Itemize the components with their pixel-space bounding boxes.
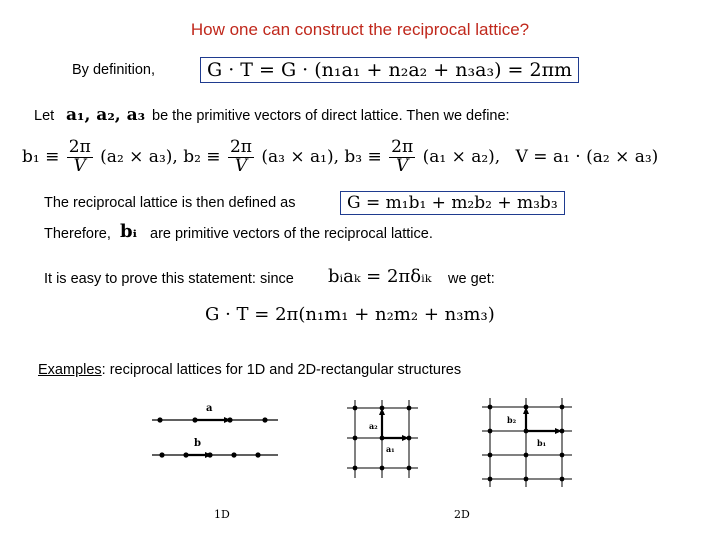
let-prefix: Let — [34, 108, 55, 124]
b2-fraction — [228, 139, 254, 176]
b3-lhs: b₃ ≡ — [344, 146, 382, 167]
therefore-prefix: Therefore, — [44, 226, 111, 242]
examples-label: Examples — [38, 362, 102, 378]
caption-1d: 1D — [214, 508, 230, 521]
b3-fraction — [389, 139, 415, 176]
proof-formula: bᵢaₖ = 2πδᵢₖ — [328, 266, 432, 287]
therefore-symbol: bᵢ — [120, 221, 137, 242]
b2-rhs: (a₃ × a₁), — [261, 146, 339, 167]
proof-suffix: we get: — [448, 271, 495, 287]
examples-text: : reciprocal lattices for 1D and 2D-rectangular structures — [101, 362, 462, 378]
one-d-direct-lattice — [152, 403, 278, 423]
reciprocal-lattice-text: The reciprocal lattice is then defined as — [44, 195, 296, 211]
direct-vectors: a₁, a₂, a₃ — [66, 105, 146, 125]
caption-2d: 2D — [454, 508, 470, 521]
definition-formula: G · T = G · (n₁a₁ + n₂a₂ + n₃a₃) = 2πm — [200, 57, 579, 83]
b1-lhs: b₁ ≡ — [22, 146, 60, 167]
reciprocal-lattice-formula: G = m₁b₁ + m₂b₂ + m₃b₃ — [340, 191, 565, 215]
label-b1: b₁ — [537, 438, 547, 448]
b1-denominator: V — [73, 155, 86, 176]
b2-denominator: V — [234, 155, 248, 176]
b1-fraction — [67, 139, 93, 176]
label-a2: a₂ — [369, 421, 378, 431]
slide-title: How one can construct the reciprocal lattice? — [190, 20, 530, 39]
b3-numerator: 2π — [391, 137, 414, 157]
let-suffix: be the primitive vectors of direct lattice. Then we define: — [152, 108, 510, 124]
proof-prefix: It is easy to prove this statement: since — [44, 271, 294, 287]
examples-line — [38, 362, 461, 378]
b1-numerator: 2π — [68, 137, 91, 157]
proof-result: G · T = 2π(n₁m₁ + n₂m₂ + n₃m₃) — [205, 304, 495, 325]
b1-rhs: (a₂ × a₃), — [100, 146, 178, 167]
label-a: a — [206, 403, 213, 414]
label-b2: b₂ — [507, 415, 517, 425]
two-d-reciprocal-lattice — [482, 398, 572, 487]
b3-rhs: (a₁ × a₂), — [422, 146, 501, 167]
reciprocal-definitions — [22, 139, 658, 176]
b3-denominator: V — [396, 155, 409, 176]
two-d-direct-lattice — [347, 400, 418, 478]
b2-lhs: b₂ ≡ — [183, 146, 221, 167]
lattice-figures — [0, 390, 720, 540]
therefore-suffix: are primitive vectors of the reciprocal lattice. — [150, 226, 433, 242]
definition-label: By definition, — [72, 62, 156, 78]
label-b: b — [194, 438, 201, 449]
label-a1: a₁ — [386, 444, 395, 454]
volume-formula: V = a₁ · (a₂ × a₃) — [515, 146, 659, 167]
b2-numerator: 2π — [229, 137, 252, 157]
one-d-reciprocal-lattice — [152, 438, 278, 458]
